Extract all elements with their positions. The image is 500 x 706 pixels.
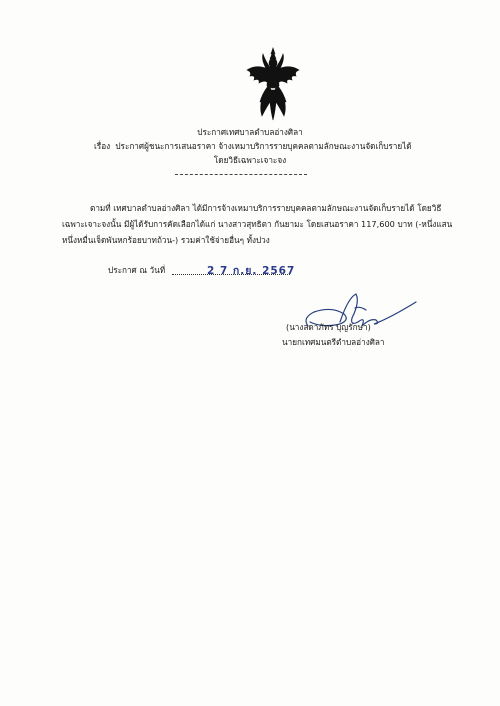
announcement-date-stamp: 2 7 ก.ย. 2567 — [207, 265, 296, 277]
garuda-emblem-icon — [244, 46, 302, 124]
divider — [175, 174, 307, 175]
body-paragraph-line-3: หนึ่งหมื่นเจ็ดพันหกร้อยบาทถ้วน-) รวมค่าใช้จ่ายอื่นๆ ทั้งปวง — [62, 235, 270, 245]
page-title: ประกาศเทศบาลตำบลอ่างศิลา — [197, 127, 303, 137]
subject-label: เรื่อง — [94, 141, 111, 151]
subject-text: ประกาศผู้ชนะการเสนอราคา จ้างเหมาบริการรายบุคคลตามลักษณะงานจัดเก็บรายได้ — [115, 141, 412, 151]
signer-name: (นางลดาภัทร บุญรักษา) — [286, 322, 371, 332]
announcement-date-label: ประกาศ ณ วันที่ — [108, 265, 166, 275]
subject-line — [94, 141, 412, 152]
body-paragraph-line-1: ตามที่ เทศบาลตำบลอ่างศิลา ได้มีการจ้างเหมาบริการรายบุคคลตามลักษณะงานจัดเก็บรายได้ โดยวิธี — [90, 203, 442, 213]
subject-line-2: โดยวิธีเฉพาะเจาะจง — [213, 155, 287, 165]
signer-position: นายกเทศมนตรีตำบลอ่างศิลา — [282, 337, 385, 347]
body-paragraph-line-2: เฉพาะเจาะจงนั้น มีผู้ได้รับการคัดเลือกได้แก่ นางสาวสุทธิตา กันยามะ โดยเสนอราคา 117,600 บาท (-หนึ่งแสน — [62, 219, 453, 229]
